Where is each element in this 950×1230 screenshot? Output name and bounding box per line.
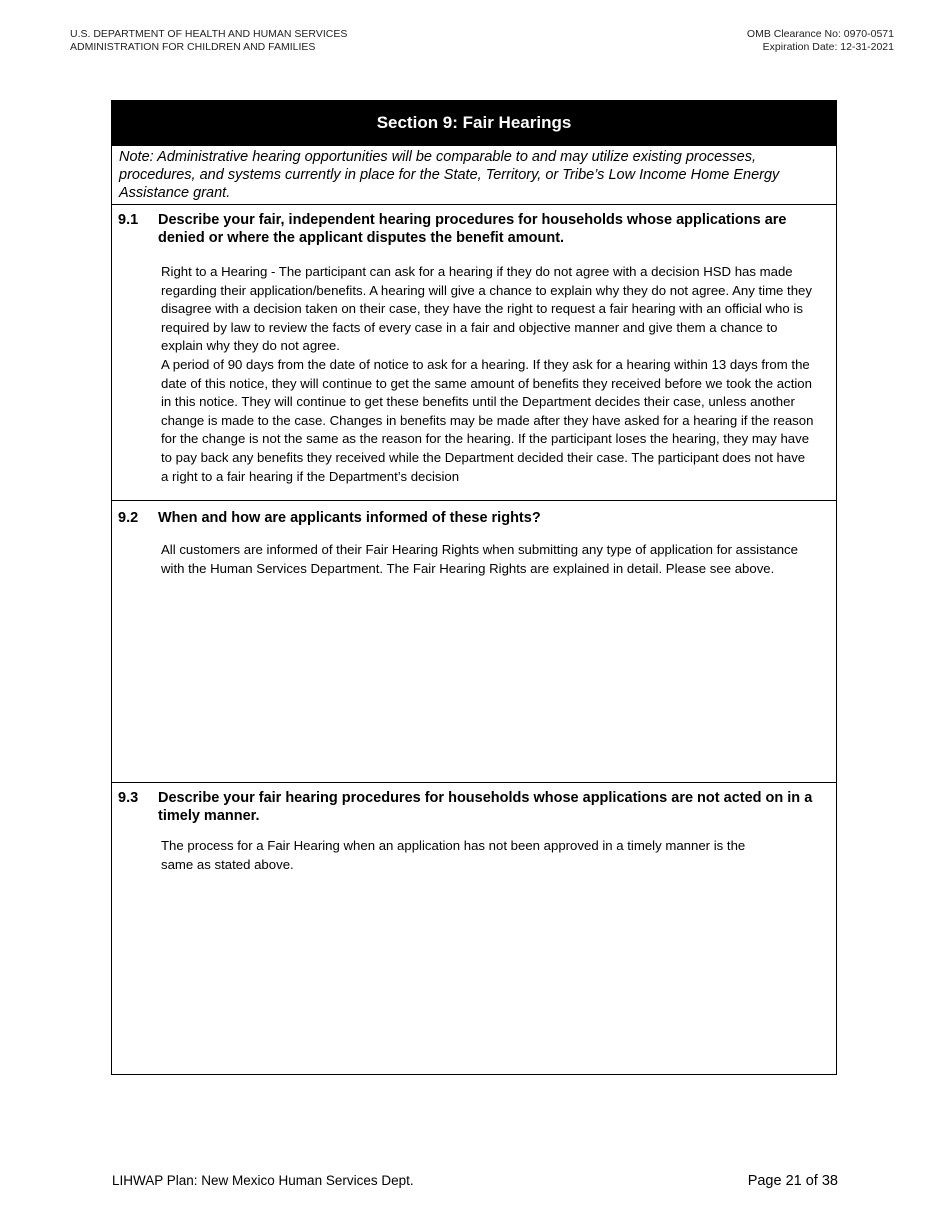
omb-header	[747, 28, 894, 53]
answer-text: The process for a Fair Hearing when an application has not been approved in a timely manner is the same as stated above.	[161, 838, 746, 872]
section-title: Section 9: Fair Hearings	[112, 101, 836, 146]
question-text: Describe your fair, independent hearing procedures for households whose applications are denied or where the applicant disputes the benefit amount.	[158, 212, 787, 246]
page-number: Page 21 of 38	[747, 1173, 838, 1189]
question-block-9-1	[112, 205, 836, 501]
expiration-date: Expiration Date: 12-31-2021	[762, 40, 894, 53]
section-note: Note: Administrative hearing opportunities will be comparable to and may utilize existing processes, procedures, and systems currently in place for the State, Territory, or Tribe’s Low Income Home Energy Assistance grant.	[112, 146, 836, 205]
section-frame	[111, 100, 837, 1075]
question-text: Describe your fair hearing procedures for households whose applications are not acted on in a timely manner.	[158, 790, 813, 824]
answer-text	[161, 263, 814, 486]
agency-line-1: U.S. DEPARTMENT OF HEALTH AND HUMAN SERVICES	[70, 28, 348, 40]
question-number: 9.1	[118, 212, 139, 228]
answer-paragraph: A period of 90 days from the date of notice to ask for a hearing. If they ask for a hearing within 13 days from the date of this notice, they will continue to get the same amount of benefits they received before we took the action in this notice. They will continue to get these benefits until the Department decides their case, unless another change is made to the case. Changes in benefits may be made after they have asked for a hearing if the reason for the change is not the same as the reason for the hearing. If the participant loses the hearing, they may have to pay back any benefits they received while the Department decided their case. The participant does not have a right to a fair hearing if the Department’s decision	[161, 356, 814, 484]
omb-clearance: OMB Clearance No: 0970-0571	[746, 28, 894, 40]
answer-paragraph: Right to a Hearing - The participant can ask for a hearing if they do not agree with a decision HSD has made regarding their application/benefits. A hearing will give a chance to explain why they do not agree. Any time they disagree with a decision taken on their case, they have the right to request a fair hearing with an official who is required by law to review the facts of every case in a fair and objective manner and give them a chance to explain why they do not agree.	[161, 264, 812, 354]
agency-line-2: ADMINISTRATION FOR CHILDREN AND FAMILIES	[70, 40, 316, 53]
footer-plan: LIHWAP Plan: New Mexico Human Services Dept.	[112, 1173, 414, 1188]
agency-header	[70, 28, 347, 53]
question-block-9-2	[112, 501, 836, 783]
question-number: 9.2	[118, 510, 139, 526]
question-block-9-3	[112, 783, 836, 874]
answer-text: All customers are informed of their Fair Hearing Rights when submitting any type of application for assistance with the Human Services Department. The Fair Hearing Rights are explained in detail. Please see above.	[161, 542, 798, 576]
question-text: When and how are applicants informed of these rights?	[158, 510, 541, 526]
question-number: 9.3	[118, 790, 139, 806]
